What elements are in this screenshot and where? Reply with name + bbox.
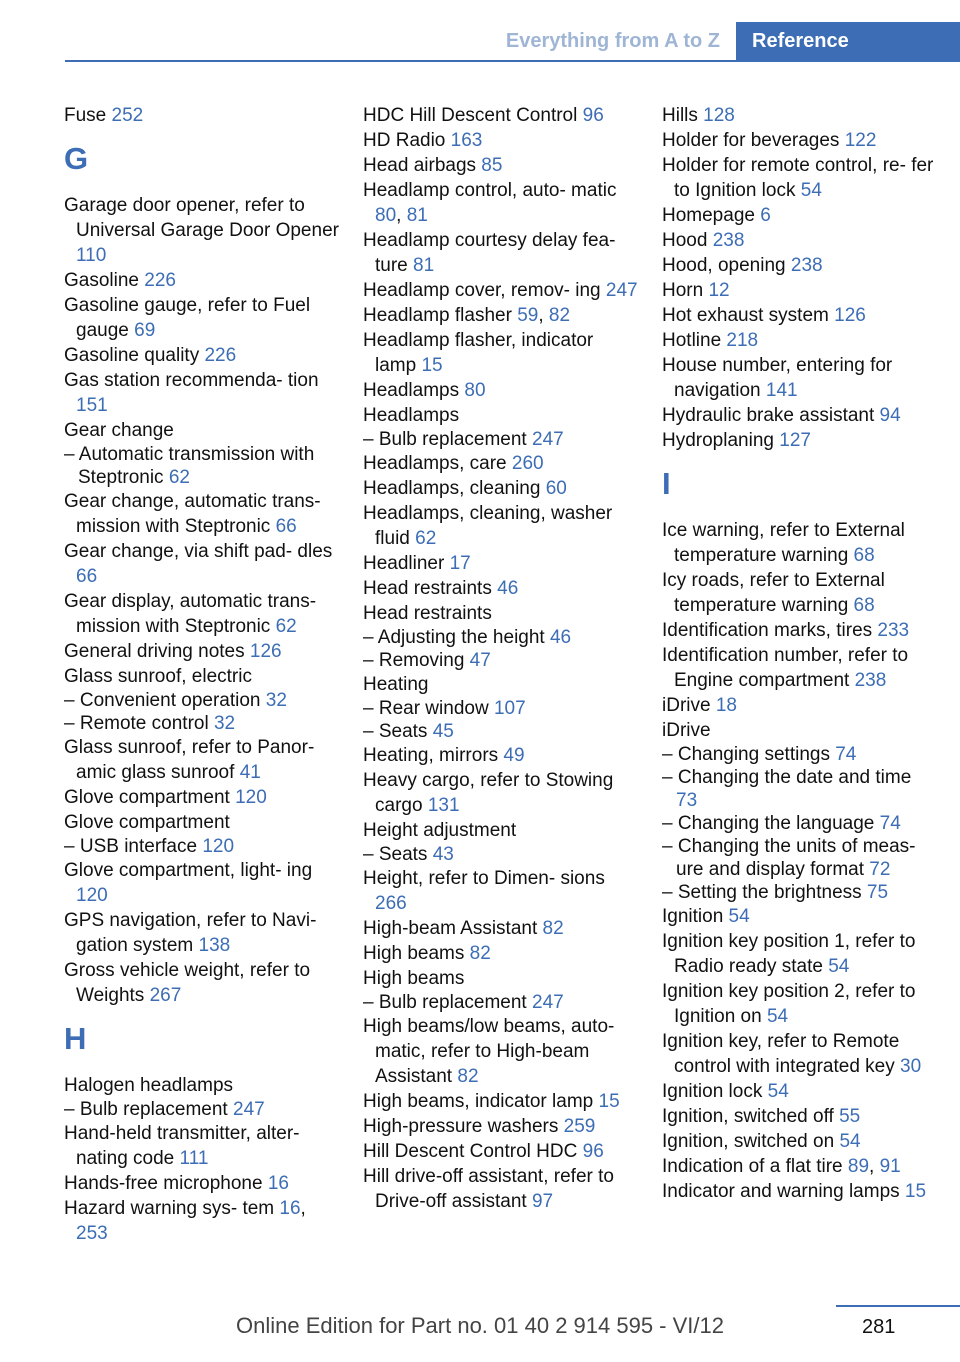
page-ref-link[interactable]: 72 — [869, 859, 891, 880]
index-term: Head restraints — [363, 578, 498, 599]
page-number: 281 — [862, 1316, 896, 1338]
index-term: Gross vehicle weight, refer to Weights — [64, 960, 311, 1006]
page-ref-link[interactable]: 54 — [767, 1081, 789, 1102]
index-term: Ignition, switched on — [662, 1131, 840, 1152]
index-entry — [363, 966, 638, 991]
index-term: Height, refer to Dimen‐ sions — [363, 868, 605, 889]
index-entry — [363, 818, 638, 843]
index-entry — [363, 576, 638, 601]
index-letter-heading: H — [64, 1021, 87, 1056]
index-subentry — [363, 626, 638, 649]
index-term: Identification marks, tires — [662, 620, 878, 641]
index-term: Headlamps, cleaning — [363, 478, 546, 499]
index-entry — [363, 1014, 638, 1089]
index-entry — [64, 368, 339, 418]
index-entry — [363, 743, 638, 768]
page-ref-link[interactable]: 59 — [517, 305, 539, 326]
header-rule — [65, 60, 736, 62]
page-ref-link[interactable]: 82 — [548, 305, 571, 326]
index-subentry — [363, 991, 638, 1014]
page-ref-link[interactable]: 218 — [726, 330, 759, 351]
index-term: Glass sunroof, refer to Panor‐ amic glass sunroof — [64, 737, 315, 783]
index-entry — [64, 858, 339, 908]
index-term: High-beam Assistant — [363, 918, 543, 939]
index-term: – Bulb replacement — [64, 1099, 233, 1120]
index-subentry — [662, 743, 937, 766]
index-term: Ignition key position 1, refer to Radio ready state — [662, 931, 916, 977]
index-term: Headlamps — [363, 405, 460, 426]
index-entry — [363, 128, 638, 153]
index-column-2 — [363, 103, 638, 1214]
index-entry — [662, 1129, 937, 1154]
index-term: Horn — [662, 280, 709, 301]
index-entry — [662, 979, 937, 1029]
page-ref-link[interactable]: 69 — [134, 320, 156, 341]
page-ref-link[interactable]: 66 — [76, 566, 98, 587]
index-term: Gear change — [64, 420, 174, 441]
index-term: Gear change, via shift pad‐ dles — [64, 541, 333, 562]
index-entry: Headlamp flasher 59, 82 — [363, 305, 571, 326]
index-entry — [662, 1104, 937, 1129]
index-term: House number, entering for navigation — [662, 355, 893, 401]
index-term: Halogen headlamps — [64, 1075, 234, 1096]
index-entry — [363, 378, 638, 403]
page-ref-link[interactable]: 91 — [879, 1156, 901, 1177]
page-ref-link[interactable]: 54 — [828, 956, 850, 977]
page-ref-link[interactable]: 260 — [511, 453, 544, 474]
page-ref-link[interactable]: 141 — [765, 380, 798, 401]
page-ref-link[interactable]: 54 — [728, 906, 750, 927]
index-term: – Bulb replacement — [363, 429, 532, 450]
index-entry — [662, 618, 937, 643]
index-entry — [64, 1073, 339, 1098]
edition-footer: Online Edition for Part no. 01 40 2 914 595 - VI/12 — [236, 1313, 724, 1338]
page-ref-link[interactable]: 96 — [582, 1141, 604, 1162]
index-term: Indicator and warning lamps — [662, 1181, 905, 1202]
index-subentry — [363, 720, 638, 743]
page-ref-link[interactable]: 120 — [202, 836, 235, 857]
page-ref-link[interactable]: 80 — [375, 205, 397, 226]
index-column-1 — [64, 103, 339, 1246]
page-ref-link[interactable]: 15 — [904, 1181, 927, 1202]
index-entry — [64, 293, 339, 343]
page-ref-link[interactable]: 62 — [415, 528, 437, 549]
index-term: – Automatic transmission with Steptronic — [64, 444, 315, 488]
index-term: Heating, mirrors — [363, 745, 504, 766]
page-ref-link[interactable]: 131 — [427, 795, 460, 816]
index-subentry — [64, 1098, 339, 1121]
index-entry — [363, 866, 638, 916]
index-term: – USB interface — [64, 836, 203, 857]
page-ref-link[interactable]: 80 — [464, 380, 486, 401]
reference-tab: Reference — [736, 22, 960, 62]
page-ref-link[interactable]: 15 — [421, 355, 443, 376]
index-subentry — [64, 689, 339, 712]
index-entry — [64, 639, 339, 664]
page-ref-link[interactable]: 46 — [497, 578, 519, 599]
page-ref-link[interactable]: 233 — [877, 620, 910, 641]
index-term: Headliner — [363, 553, 450, 574]
index-term: Gear display, automatic trans‐ mission with Steptronic — [64, 591, 317, 637]
index-term: Hill Descent Control HDC — [363, 1141, 583, 1162]
page-ref-link[interactable]: 32 — [265, 690, 287, 711]
index-term: GPS navigation, refer to Navi‐ gation system — [64, 910, 317, 956]
index-term: Gear change, automatic trans‐ mission with Steptronic — [64, 491, 321, 537]
index-term: Ignition, switched off — [662, 1106, 840, 1127]
page-ref-link[interactable]: 15 — [598, 1091, 620, 1112]
index-entry — [662, 929, 937, 979]
page-ref-link[interactable]: 111 — [179, 1148, 209, 1169]
index-entry — [662, 103, 937, 128]
page-ref-link[interactable]: 138 — [198, 935, 231, 956]
index-column-3 — [662, 103, 937, 1204]
index-entry — [64, 1121, 339, 1171]
index-term: Homepage — [662, 205, 761, 226]
page-ref-link[interactable]: 66 — [275, 516, 297, 537]
index-entry — [64, 908, 339, 958]
index-entry — [363, 768, 638, 818]
page-ref-link[interactable]: 122 — [844, 130, 877, 151]
page-ref-link[interactable]: 107 — [493, 698, 526, 719]
page-ref-link[interactable]: 75 — [866, 882, 889, 903]
index-term: Hot exhaust system — [662, 305, 835, 326]
page-ref-link[interactable]: 32 — [213, 713, 236, 734]
page-ref-link[interactable]: 62 — [168, 467, 190, 488]
index-term: Glove compartment — [64, 787, 236, 808]
page-ref-link[interactable]: 54 — [839, 1131, 861, 1152]
page-ref-link[interactable]: 81 — [413, 255, 435, 276]
index-entry — [662, 1029, 937, 1079]
index-entry — [363, 403, 638, 428]
index-entry — [64, 343, 339, 368]
index-term: Indication of a flat tire — [662, 1156, 848, 1177]
index-entry — [363, 1089, 638, 1114]
page-ref-link[interactable]: 266 — [375, 893, 407, 914]
page-ref-link[interactable]: 226 — [204, 345, 237, 366]
index-subentry — [662, 881, 937, 904]
index-term: Height adjustment — [363, 820, 517, 841]
index-entry — [64, 785, 339, 810]
index-term: High beams, indicator lamp — [363, 1091, 599, 1112]
index-term: Hills — [662, 105, 704, 126]
page-ref-link[interactable]: 97 — [531, 1191, 554, 1212]
index-term: Ignition key position 2, refer to Ignition on — [662, 981, 916, 1027]
index-entry — [662, 568, 937, 618]
page-ref-link[interactable]: 247 — [233, 1099, 265, 1120]
index-entry — [363, 1164, 638, 1214]
index-term: Holder for remote control, re‐ fer to Ignition lock — [662, 155, 934, 201]
index-entry — [662, 278, 937, 303]
index-entry — [662, 203, 937, 228]
index-term: Gasoline gauge, refer to Fuel gauge — [64, 295, 311, 341]
page-ref-link[interactable]: 252 — [111, 105, 144, 126]
page-ref-link[interactable]: 68 — [853, 595, 875, 616]
index-term: – Changing the date and time — [662, 767, 912, 788]
page-ref-link[interactable]: 47 — [469, 650, 491, 671]
index-term: Headlamps — [363, 380, 465, 401]
page-ref-link[interactable]: 82 — [542, 918, 564, 939]
index-term: Headlamp courtesy delay fea‐ ture — [363, 230, 616, 276]
index-term: Headlamp flasher, indicator lamp — [363, 330, 594, 376]
index-term: Hydroplaning — [662, 430, 780, 451]
index-letter-heading: G — [64, 141, 89, 176]
index-entry — [64, 268, 339, 293]
index-term: High-pressure washers — [363, 1116, 564, 1137]
index-term: Identification number, refer to Engine compartment — [662, 645, 909, 691]
index-term: Hands-free microphone — [64, 1173, 268, 1194]
index-term: – Remote control — [64, 713, 214, 734]
index-subentry — [363, 697, 638, 720]
index-subentry — [363, 843, 638, 866]
index-entry — [662, 303, 937, 328]
index-term: Heating — [363, 674, 429, 695]
index-entry — [363, 328, 638, 378]
index-subentry — [64, 835, 339, 858]
index-term: iDrive — [662, 720, 711, 741]
index-entry — [64, 539, 339, 589]
index-term: High beams — [363, 943, 470, 964]
index-entry: Indication of a flat tire 89, 91 — [662, 1156, 901, 1177]
index-entry — [363, 916, 638, 941]
index-term: Hood — [662, 230, 713, 251]
index-term: General driving notes — [64, 641, 250, 662]
page-ref-link[interactable]: 238 — [854, 670, 887, 691]
section-title: Everything from A to Z — [505, 30, 720, 52]
page-ref-link[interactable]: 82 — [457, 1066, 479, 1087]
index-entry — [363, 451, 638, 476]
index-entry — [662, 328, 937, 353]
index-term: Icy roads, refer to External temperature warning — [662, 570, 885, 616]
page-ref-link[interactable]: 120 — [76, 885, 108, 906]
footer-rule — [836, 1305, 960, 1307]
index-entry — [662, 128, 937, 153]
index-entry — [363, 672, 638, 697]
index-term: – Rear window — [363, 698, 494, 719]
index-term: Head airbags — [363, 155, 482, 176]
page-ref-link[interactable]: 45 — [432, 721, 454, 742]
index-term: Heavy cargo, refer to Stowing cargo — [363, 770, 614, 816]
index-term: – Changing settings — [662, 744, 836, 765]
page-ref-link[interactable]: 30 — [900, 1056, 922, 1077]
page-ref-link[interactable]: 6 — [760, 205, 771, 226]
index-term: – Setting the brightness — [662, 882, 867, 903]
page-ref-link[interactable]: 85 — [481, 155, 503, 176]
page-ref-link[interactable]: 82 — [469, 943, 491, 964]
index-entry — [662, 1179, 937, 1204]
index-entry — [363, 601, 638, 626]
index-term: Glass sunroof, electric — [64, 666, 252, 687]
index-entry — [363, 153, 638, 178]
page-ref-link[interactable]: 163 — [450, 130, 483, 151]
page-ref-link[interactable]: 127 — [779, 430, 811, 451]
page-header — [0, 0, 960, 62]
index-term: Glove compartment, light‐ ing — [64, 860, 313, 881]
page-ref-link[interactable]: 18 — [715, 695, 737, 716]
index-entry — [64, 1171, 339, 1196]
index-term: Headlamps, cleaning, washer fluid — [363, 503, 613, 549]
index-subentry — [64, 712, 339, 735]
page-ref-link[interactable]: 128 — [703, 105, 735, 126]
index-entry — [662, 518, 937, 568]
index-term: Hand-held transmitter, alter‐ nating code — [64, 1123, 300, 1169]
index-term: Headlamp control, auto‐ matic — [363, 180, 617, 201]
index-term: – Bulb replacement — [363, 992, 532, 1013]
index-term: Headlamp cover, remov‐ ing — [363, 280, 606, 301]
page-ref-link[interactable]: 96 — [582, 105, 604, 126]
page-ref-link[interactable]: 94 — [879, 405, 901, 426]
page-ref-link[interactable]: 60 — [545, 478, 567, 499]
index-entry — [64, 489, 339, 539]
index-entry — [662, 643, 937, 693]
page-ref-link[interactable]: 151 — [76, 395, 108, 416]
index-term: Headlamps, care — [363, 453, 512, 474]
index-term: Ignition — [662, 906, 729, 927]
page-ref-link[interactable]: 110 — [76, 245, 107, 266]
page-ref-link[interactable]: 41 — [239, 762, 261, 783]
page-ref-link[interactable]: 247 — [532, 992, 564, 1013]
index-entry — [64, 810, 339, 835]
page-ref-link[interactable]: 226 — [144, 270, 176, 291]
index-term: Hydraulic brake assistant — [662, 405, 880, 426]
index-term: Gas station recommenda‐ tion — [64, 370, 319, 391]
index-term: HD Radio — [363, 130, 451, 151]
index-entry — [64, 193, 339, 268]
index-entry — [662, 718, 937, 743]
index-term: Gasoline — [64, 270, 145, 291]
index-entry — [662, 153, 937, 203]
index-entry — [363, 551, 638, 576]
index-letter-heading: I — [662, 466, 671, 501]
index-entry — [662, 228, 937, 253]
index-entry — [662, 1079, 937, 1104]
page-ref-link[interactable]: 46 — [549, 627, 572, 648]
index-term: Garage door opener, refer to Universal Garage Door Opener — [64, 195, 339, 241]
index-term: iDrive — [662, 695, 716, 716]
page-ref-link[interactable]: 126 — [249, 641, 282, 662]
index-term: – Convenient operation — [64, 690, 266, 711]
index-entry — [662, 353, 937, 403]
index-term: Headlamp flasher — [363, 305, 518, 326]
page-ref-link[interactable]: 12 — [708, 280, 730, 301]
page-ref-link[interactable]: 68 — [853, 545, 875, 566]
page-ref-link[interactable]: 120 — [235, 787, 267, 808]
page-ref-link[interactable]: 259 — [563, 1116, 596, 1137]
index-entry: Hazard warning sys‐ tem 16, 253 — [64, 1198, 306, 1244]
index-entry — [64, 958, 339, 1008]
page-ref-link[interactable]: 16 — [267, 1173, 289, 1194]
page-ref-link[interactable]: 43 — [432, 844, 454, 865]
page-ref-link[interactable]: 247 — [532, 429, 564, 450]
page-ref-link[interactable]: 16 — [279, 1198, 301, 1219]
index-entry — [363, 1139, 638, 1164]
index-entry — [363, 941, 638, 966]
index-term: – Changing the units of meas‐ ure and display format — [662, 836, 916, 880]
index-entry — [363, 476, 638, 501]
index-term: Hill drive-off assistant, refer to Drive-off assistant — [363, 1166, 614, 1212]
page-ref-link[interactable]: 74 — [879, 813, 901, 834]
index-subentry — [662, 812, 937, 835]
page-ref-link[interactable]: 54 — [800, 180, 822, 201]
page-ref-link[interactable]: 126 — [834, 305, 866, 326]
index-term: Hazard warning sys‐ tem — [64, 1198, 280, 1219]
page-ref-link[interactable]: 49 — [503, 745, 525, 766]
index-term: Head restraints — [363, 603, 492, 624]
index-entry — [662, 904, 937, 929]
index-entry — [363, 103, 638, 128]
page-ref-link[interactable]: 238 — [712, 230, 745, 251]
page-ref-link[interactable]: 247 — [605, 280, 638, 301]
index-entry — [64, 735, 339, 785]
index-entry — [363, 501, 638, 551]
index-term: Ignition key, refer to Remote control with integrated key — [662, 1031, 901, 1077]
page-ref-link[interactable]: 74 — [835, 744, 857, 765]
index-term: Holder for beverages — [662, 130, 845, 151]
index-term: HDC Hill Descent Control — [363, 105, 583, 126]
index-subentry — [363, 428, 638, 451]
index-term: Fuse — [64, 105, 112, 126]
index-entry — [662, 253, 937, 278]
index-term: Hotline — [662, 330, 727, 351]
index-term: Ignition lock — [662, 1081, 768, 1102]
index-term: – Seats — [363, 844, 433, 865]
index-term: Ice warning, refer to External temperature warning — [662, 520, 905, 566]
index-term: – Removing — [363, 650, 470, 671]
index-entry — [64, 103, 339, 128]
index-subentry — [363, 649, 638, 672]
index-subentry — [662, 835, 937, 881]
index-term: High beams/low beams, auto‐ matic, refer to High-beam Assistant — [363, 1016, 615, 1087]
index-entry — [662, 403, 937, 428]
page-ref-link[interactable]: 81 — [406, 205, 428, 226]
page-ref-link[interactable]: 238 — [790, 255, 823, 276]
index-term: – Changing the language — [662, 813, 880, 834]
page-ref-link[interactable]: 62 — [275, 616, 297, 637]
index-entry: Headlamp control, auto‐ matic 80, 81 — [363, 180, 617, 226]
page-ref-link[interactable]: 89 — [847, 1156, 870, 1177]
index-term: – Adjusting the height — [363, 627, 550, 648]
page-ref-link[interactable]: 17 — [449, 553, 471, 574]
page-ref-link[interactable]: 54 — [766, 1006, 789, 1027]
index-term: Hood, opening — [662, 255, 791, 276]
index-entry — [64, 664, 339, 689]
index-entry — [64, 589, 339, 639]
index-term: Gasoline quality — [64, 345, 205, 366]
index-entry — [363, 1114, 638, 1139]
index-term: – Seats — [363, 721, 433, 742]
index-entry — [64, 418, 339, 443]
index-subentry — [64, 443, 339, 489]
index-entry — [662, 693, 937, 718]
index-subentry — [662, 766, 937, 812]
page-ref-link[interactable]: 55 — [839, 1106, 861, 1127]
index-entry — [662, 428, 937, 453]
page-ref-link[interactable]: 267 — [149, 985, 182, 1006]
index-entry — [363, 228, 638, 278]
index-term: Glove compartment — [64, 812, 230, 833]
index-term: High beams — [363, 968, 465, 989]
page-ref-link[interactable]: 73 — [676, 790, 698, 811]
index-entry — [363, 278, 638, 303]
page-ref-link[interactable]: 253 — [76, 1223, 108, 1244]
